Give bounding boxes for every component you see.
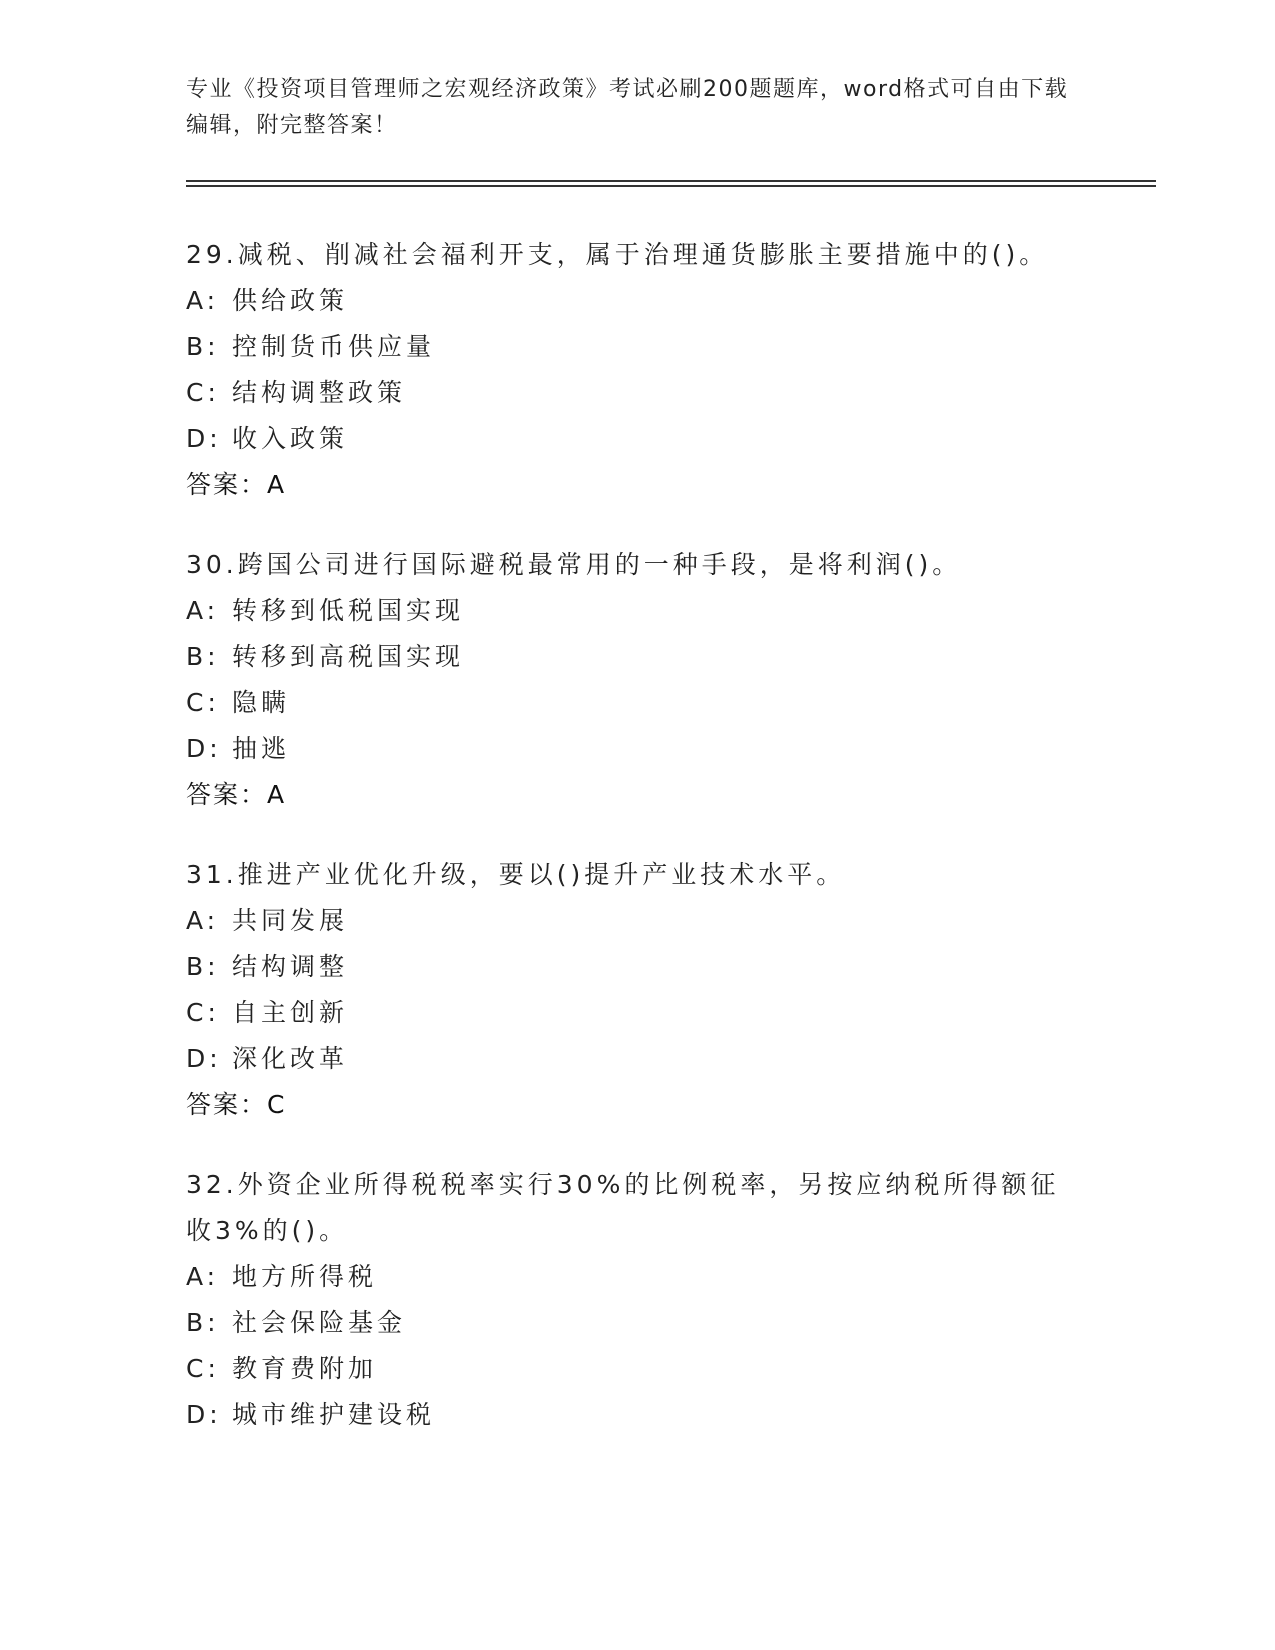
question-29: [186, 232, 1086, 508]
header-text: 专业《投资项目管理师之宏观经济政策》考试必刷200题题库，word格式可自由下载编辑，附完整答案！: [186, 77, 1069, 138]
option-text: 城市维护建设税: [232, 1400, 436, 1429]
question-stem: 31.推进产业优化升级，要以()提升产业技术水平。: [186, 860, 846, 889]
option-text: 控制货币供应量: [232, 332, 436, 361]
option-d: [186, 1036, 1086, 1082]
answer-line: 答案：C: [186, 1090, 287, 1119]
option-text: 抽逃: [232, 734, 291, 763]
option-letter: A:: [186, 906, 220, 935]
option-text: 转移到高税国实现: [232, 642, 465, 671]
question-stem: 29.减税、削减社会福利开支，属于治理通货膨胀主要措施中的()。: [186, 240, 1049, 269]
option-c: [186, 990, 1086, 1036]
header-divider-bottom: [186, 185, 1156, 187]
option-letter: D:: [186, 734, 222, 763]
option-a: [186, 588, 1086, 634]
option-letter: C:: [186, 1354, 220, 1383]
option-letter: B:: [186, 642, 220, 671]
question-32: [186, 1162, 1086, 1438]
option-letter: D:: [186, 424, 222, 453]
option-text: 结构调整政策: [232, 378, 407, 407]
option-text: 社会保险基金: [232, 1308, 407, 1337]
question-30: [186, 542, 1086, 818]
option-d: [186, 726, 1086, 772]
header-divider-top: [186, 180, 1156, 182]
option-letter: B:: [186, 332, 220, 361]
option-b: [186, 324, 1086, 370]
option-text: 深化改革: [232, 1044, 349, 1073]
option-b: [186, 944, 1086, 990]
option-c: [186, 370, 1086, 416]
option-letter: C:: [186, 688, 220, 717]
option-b: [186, 634, 1086, 680]
option-letter: D:: [186, 1400, 222, 1429]
answer-line: 答案：A: [186, 470, 287, 499]
option-letter: C:: [186, 998, 220, 1027]
option-a: [186, 278, 1086, 324]
question-31: [186, 852, 1086, 1128]
option-text: 收入政策: [232, 424, 349, 453]
option-letter: A:: [186, 1262, 220, 1291]
question-stem: 32.外资企业所得税税率实行30%的比例税率，另按应纳税所得额征收3%的()。: [186, 1170, 1060, 1245]
option-letter: D:: [186, 1044, 222, 1073]
option-text: 隐瞒: [232, 688, 291, 717]
option-d: [186, 1392, 1086, 1438]
option-text: 共同发展: [232, 906, 349, 935]
option-letter: C:: [186, 378, 220, 407]
document-header: [186, 72, 1086, 144]
answer-line: 答案：A: [186, 780, 287, 809]
option-c: [186, 1346, 1086, 1392]
option-a: [186, 1254, 1086, 1300]
option-c: [186, 680, 1086, 726]
option-letter: A:: [186, 596, 220, 625]
option-a: [186, 898, 1086, 944]
option-text: 结构调整: [232, 952, 349, 981]
option-letter: B:: [186, 1308, 220, 1337]
option-text: 教育费附加: [232, 1354, 378, 1383]
option-d: [186, 416, 1086, 462]
option-text: 地方所得税: [232, 1262, 378, 1291]
option-b: [186, 1300, 1086, 1346]
option-letter: A:: [186, 286, 220, 315]
option-text: 供给政策: [232, 286, 349, 315]
option-text: 自主创新: [232, 998, 349, 1027]
option-letter: B:: [186, 952, 220, 981]
option-text: 转移到低税国实现: [232, 596, 465, 625]
question-list: [186, 232, 1086, 1472]
question-stem: 30.跨国公司进行国际避税最常用的一种手段，是将利润()。: [186, 550, 962, 579]
